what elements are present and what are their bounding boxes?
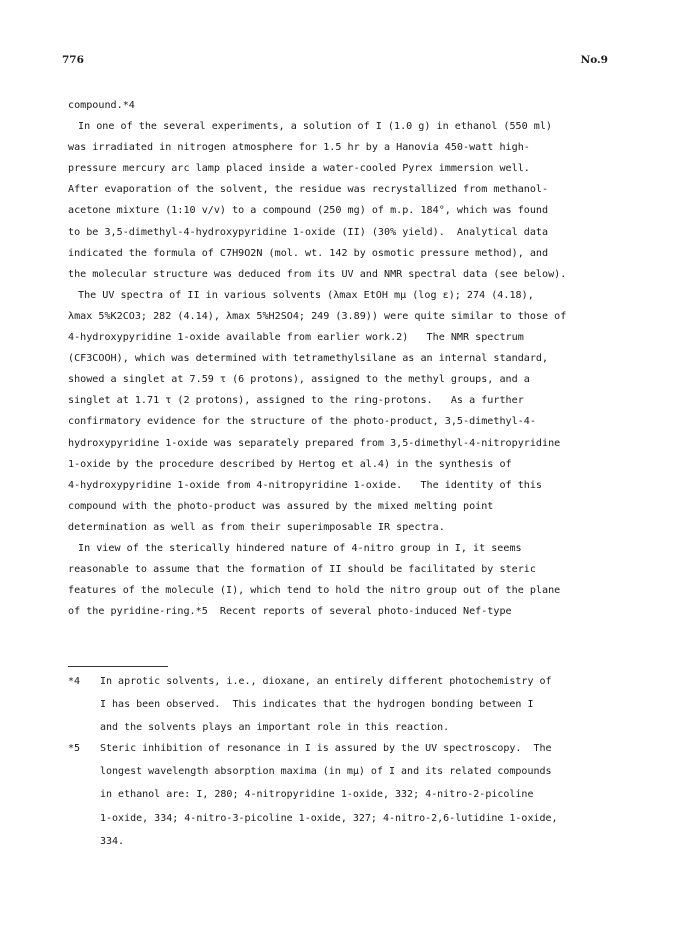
footnote-mark: *4 <box>68 676 81 687</box>
body-line: of the pyridine-ring.*5 Recent reports of several photo-induced Nef-type <box>68 606 512 618</box>
footnote <box>68 743 628 847</box>
body-line: compound with the photo-product was assured by the mixed melting point <box>68 500 494 512</box>
footnote-line: In aprotic solvents, i.e., dioxane, an entirely different photochemistry of <box>100 676 552 687</box>
footnote-line: Steric inhibition of resonance in I is assured by the UV spectroscopy. The <box>100 742 552 754</box>
footnote-text <box>100 743 628 847</box>
body-line: was irradiated in nitrogen atmosphere for 1.5 hr by a Hanovia 450-watt high- <box>68 142 530 154</box>
footnote-line: I has been observed. This indicates that the hydrogen bonding between I <box>100 699 534 711</box>
body-line: determination as well as from their superimposable IR spectra. <box>68 521 445 533</box>
body-line: In view of the sterically hindered nature of 4-nitro group in I, it seems <box>78 542 522 554</box>
footnote-text <box>100 676 628 734</box>
footnote-line: in ethanol are: I, 280; 4-nitropyridine 1-oxide, 332; 4-nitro-2-picoline <box>100 789 534 801</box>
footnote-mark: *5 <box>68 742 81 754</box>
footnote-line: 334. <box>100 835 125 847</box>
footnote-line: 1-oxide, 334; 4-nitro-3-picoline 1-oxide, 327; 4-nitro-2,6-lutidine 1-oxide, <box>100 812 558 824</box>
body-line: The UV spectra of II in various solvents (λmax EtOH mμ (log ε); 274 (4.18), <box>78 289 534 301</box>
body-line: λmax 5%K2CO3; 282 (4.14), λmax 5%H2SO4; 249 (3.89)) were quite similar to those of <box>68 310 567 322</box>
body-line: In one of the several experiments, a solution of I (1.0 g) in ethanol (550 ml) <box>78 121 553 133</box>
body-line: features of the molecule (I), which tend to hold the nitro group out of the plane <box>68 585 561 597</box>
footnote <box>68 676 628 734</box>
footnotes <box>68 676 628 856</box>
footnote-line: and the solvents plays an important role in this reaction. <box>100 722 450 734</box>
body-line: to be 3,5-dimethyl-4-hydroxypyridine 1-oxide (II) (30% yield). Analytical data <box>68 226 549 238</box>
body-line: (CF3COOH), which was determined with tetramethylsilane as an internal standard, <box>68 353 549 365</box>
body-line: 4-hydroxypyridine 1-oxide from 4-nitropyridine 1-oxide. The identity of this <box>68 479 543 491</box>
body-line: 1-oxide by the procedure described by Hertog et al.4) in the synthesis of <box>68 458 512 470</box>
body-line: confirmatory evidence for the structure of the photo-product, 3,5-dimethyl-4- <box>68 416 536 428</box>
body-line: compound.*4 <box>68 100 135 111</box>
body-line: pressure mercury arc lamp placed inside a water-cooled Pyrex immersion well. <box>68 163 530 175</box>
footnote-line: longest wavelength absorption maxima (in mμ) of I and its related compounds <box>100 766 552 778</box>
journal-issue-number: No.9 <box>580 54 608 66</box>
body-line: hydroxypyridine 1-oxide was separately prepared from 3,5-dimethyl-4-nitropyridine <box>68 437 561 449</box>
body-line: 4-hydroxypyridine 1-oxide available from earlier work.2) The NMR spectrum <box>68 332 524 344</box>
footnote-separator <box>68 666 168 667</box>
body-line: showed a singlet at 7.59 τ (6 protons), assigned to the methyl groups, and a <box>68 374 530 386</box>
body-line: the molecular structure was deduced from its UV and NMR spectral data (see below). <box>68 268 567 280</box>
page-number: 776 <box>62 54 84 66</box>
body-line: singlet at 1.71 τ (2 protons), assigned to the ring-protons. As a further <box>68 395 524 407</box>
body-line: reasonable to assume that the formation of II should be facilitated by steric <box>68 564 536 576</box>
body-line: After evaporation of the solvent, the residue was recrystallized from methanol- <box>68 184 549 196</box>
body-text <box>68 95 628 622</box>
body-line: indicated the formula of C7H9O2N (mol. wt. 142 by osmotic pressure method), and <box>68 247 549 259</box>
body-line: acetone mixture (1:10 v/v) to a compound (250 mg) of m.p. 184°, which was found <box>68 205 549 217</box>
